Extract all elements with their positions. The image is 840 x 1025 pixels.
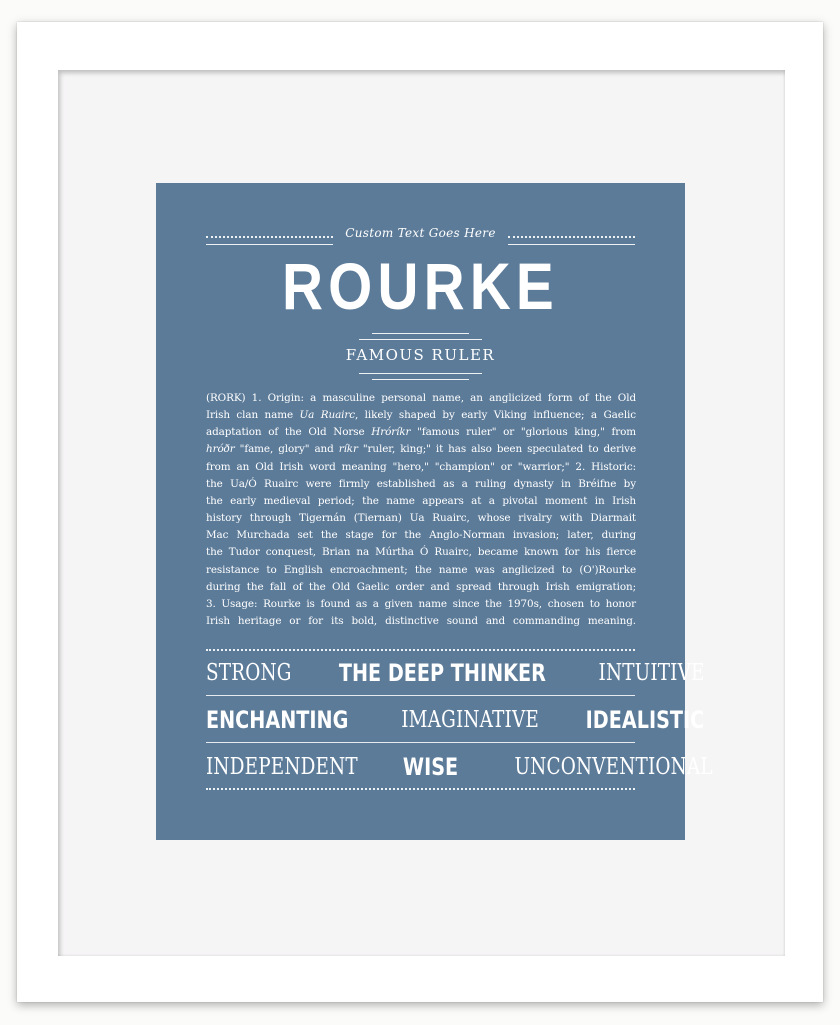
name-meaning: FAMOUS RULER	[345, 346, 496, 364]
meaning-underline-top	[359, 373, 482, 374]
right-dotted-divider	[508, 236, 635, 245]
definition-text: the early medieval period; the name appears at a pivotal moment in Irish	[206, 494, 636, 507]
definition-italic-term: hróðr	[206, 443, 235, 456]
traits-row-3	[206, 749, 713, 785]
definition-line	[206, 544, 636, 561]
trait-word: ENCHANTING	[206, 706, 349, 734]
traits-divider-2	[206, 742, 635, 743]
definition-text: history through Tigernán (Tiernan) Ua Ruairc, whose rivalry with Diarmait	[206, 512, 636, 525]
definition-text: resistance to English encroachment; the name was anglicized to (O')Rourke	[206, 563, 636, 576]
definition-line	[206, 424, 636, 441]
definition-text: the Ua/Ó Ruairc were firmly established as a ruling dynasty in Bréifne by	[206, 477, 636, 490]
definition-line	[206, 527, 636, 544]
definition-line	[206, 493, 636, 510]
definition-text: the Tudor conquest, Brian na Múrtha Ó Ruairc, became known for his fierce	[206, 546, 636, 559]
definition-line	[206, 459, 636, 476]
definition-text: , likely shaped by early Viking influence; a Gaelic	[354, 409, 636, 422]
trait-word: INDEPENDENT	[206, 754, 358, 780]
traits-top-dotted-divider	[206, 649, 635, 651]
meaning-underline-bottom	[372, 379, 469, 380]
custom-text: Custom Text Goes Here	[345, 226, 496, 240]
definition-italic-term: ríkr	[338, 443, 358, 456]
definition-text: "famous ruler" or "glorious king," from	[410, 426, 637, 439]
definition-text: (RORK) 1. Origin: a masculine personal name, an anglicized form of the Old	[206, 392, 636, 404]
definition-line	[206, 562, 636, 579]
definition-text: Irish clan name	[206, 409, 300, 422]
traits-bottom-dotted-divider	[206, 788, 635, 790]
definition-text: Irish heritage or for its bold, distinctive sound and commanding meaning.	[206, 615, 636, 628]
definition-line	[206, 407, 636, 424]
title-underline-bottom	[359, 339, 482, 340]
name-print	[156, 183, 713, 840]
definition-text: "ruler, king;" it has also been speculated to derive	[357, 443, 636, 456]
trait-word: INTUITIVE	[598, 660, 705, 686]
definition-line	[206, 441, 636, 458]
definition-line	[206, 476, 636, 493]
frame-mat	[58, 70, 785, 956]
trait-word: THE DEEP THINKER	[338, 659, 546, 687]
trait-word: UNCONVENTIONAL	[514, 754, 713, 780]
traits-divider-1	[206, 695, 635, 696]
traits-row-2	[206, 702, 705, 738]
definition-text: Mac Murchada set the stage for the Anglo-Norman invasion; later, during	[206, 529, 636, 542]
definition-line	[206, 613, 636, 630]
definition-italic-term: Ua Ruairc	[299, 409, 355, 422]
definition-line	[206, 579, 636, 596]
custom-text-row	[206, 223, 635, 245]
definition-italic-term: Hróríkr	[371, 426, 411, 439]
trait-word: IDEALISTIC	[585, 706, 705, 734]
definition-line	[206, 596, 636, 613]
definition-text: adaptation of the Old Norse	[206, 426, 372, 439]
definition-text: during the fall of the Old Gaelic order and spread through Irish emigration;	[206, 580, 636, 593]
trait-word: WISE	[402, 753, 458, 781]
picture-frame	[17, 22, 823, 1002]
trait-word: IMAGINATIVE	[401, 707, 539, 733]
trait-word: STRONG	[206, 660, 292, 686]
title-underline-top	[372, 333, 469, 334]
name-title: ROURKE	[282, 249, 559, 323]
definition-text: 3. Usage: Rourke is found as a given name since the 1970s, chosen to honor	[206, 597, 636, 610]
traits-row-1	[206, 655, 705, 691]
name-definition	[206, 390, 636, 630]
definition-text: from an Old Irish word meaning "hero," "champion" or "warrior;" 2. Historic:	[206, 460, 636, 473]
definition-text: "fame, glory" and	[234, 443, 339, 456]
definition-line	[206, 510, 636, 527]
definition-line	[206, 390, 636, 407]
